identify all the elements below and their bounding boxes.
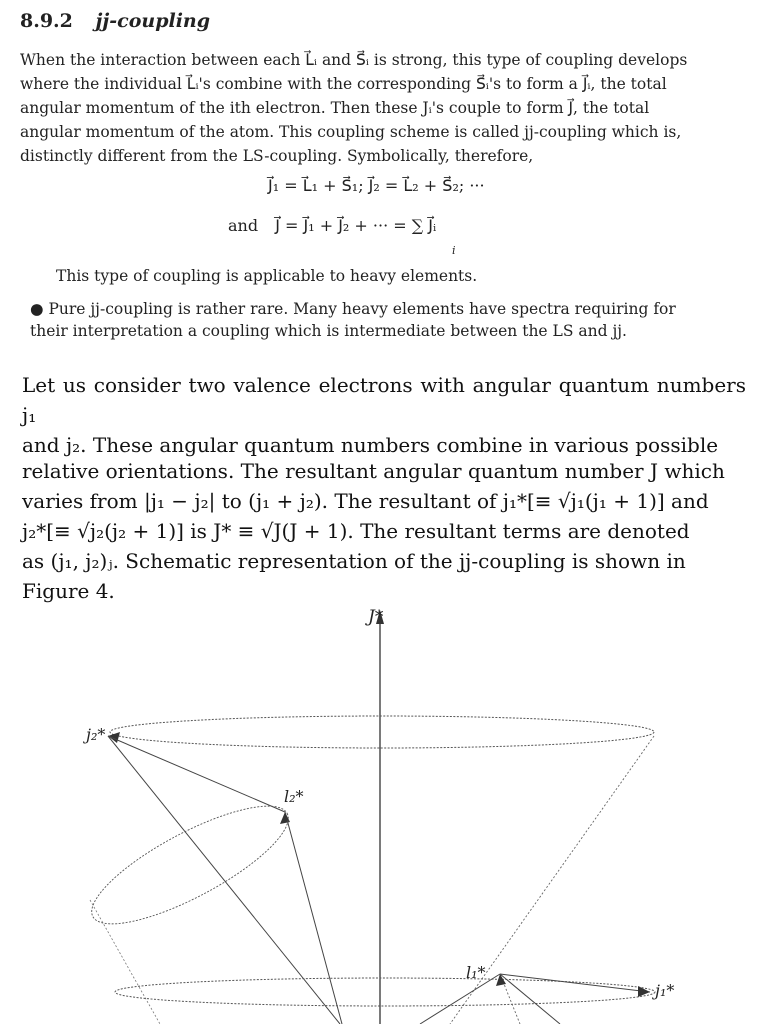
j1-vector-line <box>500 974 650 992</box>
equation-j1-j2: J⃗₁ = L⃗₁ + S⃗₁; J⃗₂ = L⃗₂ + S⃗₂; ··· <box>268 176 485 195</box>
label-j2-star: j₂* <box>86 725 106 744</box>
intro-paragraph <box>20 48 748 168</box>
sum-index: i <box>452 244 456 257</box>
section-title: jj-coupling <box>95 10 211 32</box>
upper-cone-ellipse <box>110 716 654 748</box>
body-paragraph-1 <box>22 370 746 460</box>
l2-link-line <box>108 736 285 812</box>
body-line: varies from |j₁ − j₂| to (j₁ + j₂). The resultant of j₁*[≡ √j₁(j₁ + 1)] and <box>22 489 709 513</box>
l1-vector-right <box>500 974 560 1024</box>
figure-jj-coupling <box>0 600 768 1024</box>
l1-vector-left <box>420 974 500 1024</box>
body-line: relative orientations. The resultant angular quantum number J which <box>22 459 725 483</box>
l2-precession-ellipse <box>78 785 302 945</box>
vector-diagram <box>0 600 768 1024</box>
applicable-line: This type of coupling is applicable to heavy elements. <box>56 267 478 285</box>
label-j1-star: j₁* <box>655 981 675 1000</box>
l2-cone-side <box>90 900 160 1024</box>
intro-line: distinctly different from the LS-coupling. Symbolically, therefore, <box>20 147 534 165</box>
intro-line: angular momentum of the atom. This coupling scheme is called jj-coupling which is, <box>20 123 682 141</box>
bullet-line: their interpretation a coupling which is intermediate between the LS and jj. <box>30 322 627 340</box>
section-number: 8.9.2 <box>20 10 73 32</box>
label-l2-star: l₂* <box>284 787 304 806</box>
body-line: j₂*[≡ √j₂(j₂ + 1)] is J* ≡ √J(J + 1). The resultant terms are denoted <box>22 519 690 543</box>
intro-line: angular momentum of the ith electron. Then these Jᵢ's couple to form J⃗, the total <box>20 99 650 117</box>
label-l1-star: l₁* <box>466 963 486 982</box>
intro-line: When the interaction between each L⃗ᵢ and S⃗ᵢ is strong, this type of coupling develops <box>20 51 688 69</box>
lower-cone-ellipse <box>115 978 655 1006</box>
body-paragraph-2 <box>22 456 746 606</box>
equation-total-j <box>228 216 436 235</box>
equation-and: and <box>228 216 259 235</box>
label-J-star: J* <box>368 607 384 627</box>
bullet-line: ● Pure jj-coupling is rather rare. Many heavy elements have spectra requiring for <box>30 300 676 318</box>
cone-side-left <box>108 736 340 1024</box>
equation-sum: J⃗ = J⃗₁ + J⃗₂ + ··· = ∑ J⃗ᵢ <box>275 216 437 235</box>
l2-vector-line <box>285 812 342 1024</box>
body-line: Figure 4. <box>22 579 115 603</box>
section-heading <box>20 10 210 32</box>
intro-line: where the individual L⃗ᵢ's combine with the corresponding S⃗ᵢ's to form a J⃗ᵢ, the total <box>20 75 667 93</box>
body-line: and j₂. These angular quantum numbers combine in various possible <box>22 433 719 457</box>
body-line: Let us consider two valence electrons with angular quantum numbers j₁ <box>22 373 746 427</box>
bullet-note <box>30 298 750 342</box>
body-line: as (j₁, j₂)ⱼ. Schematic representation of the jj-coupling is shown in <box>22 549 686 573</box>
